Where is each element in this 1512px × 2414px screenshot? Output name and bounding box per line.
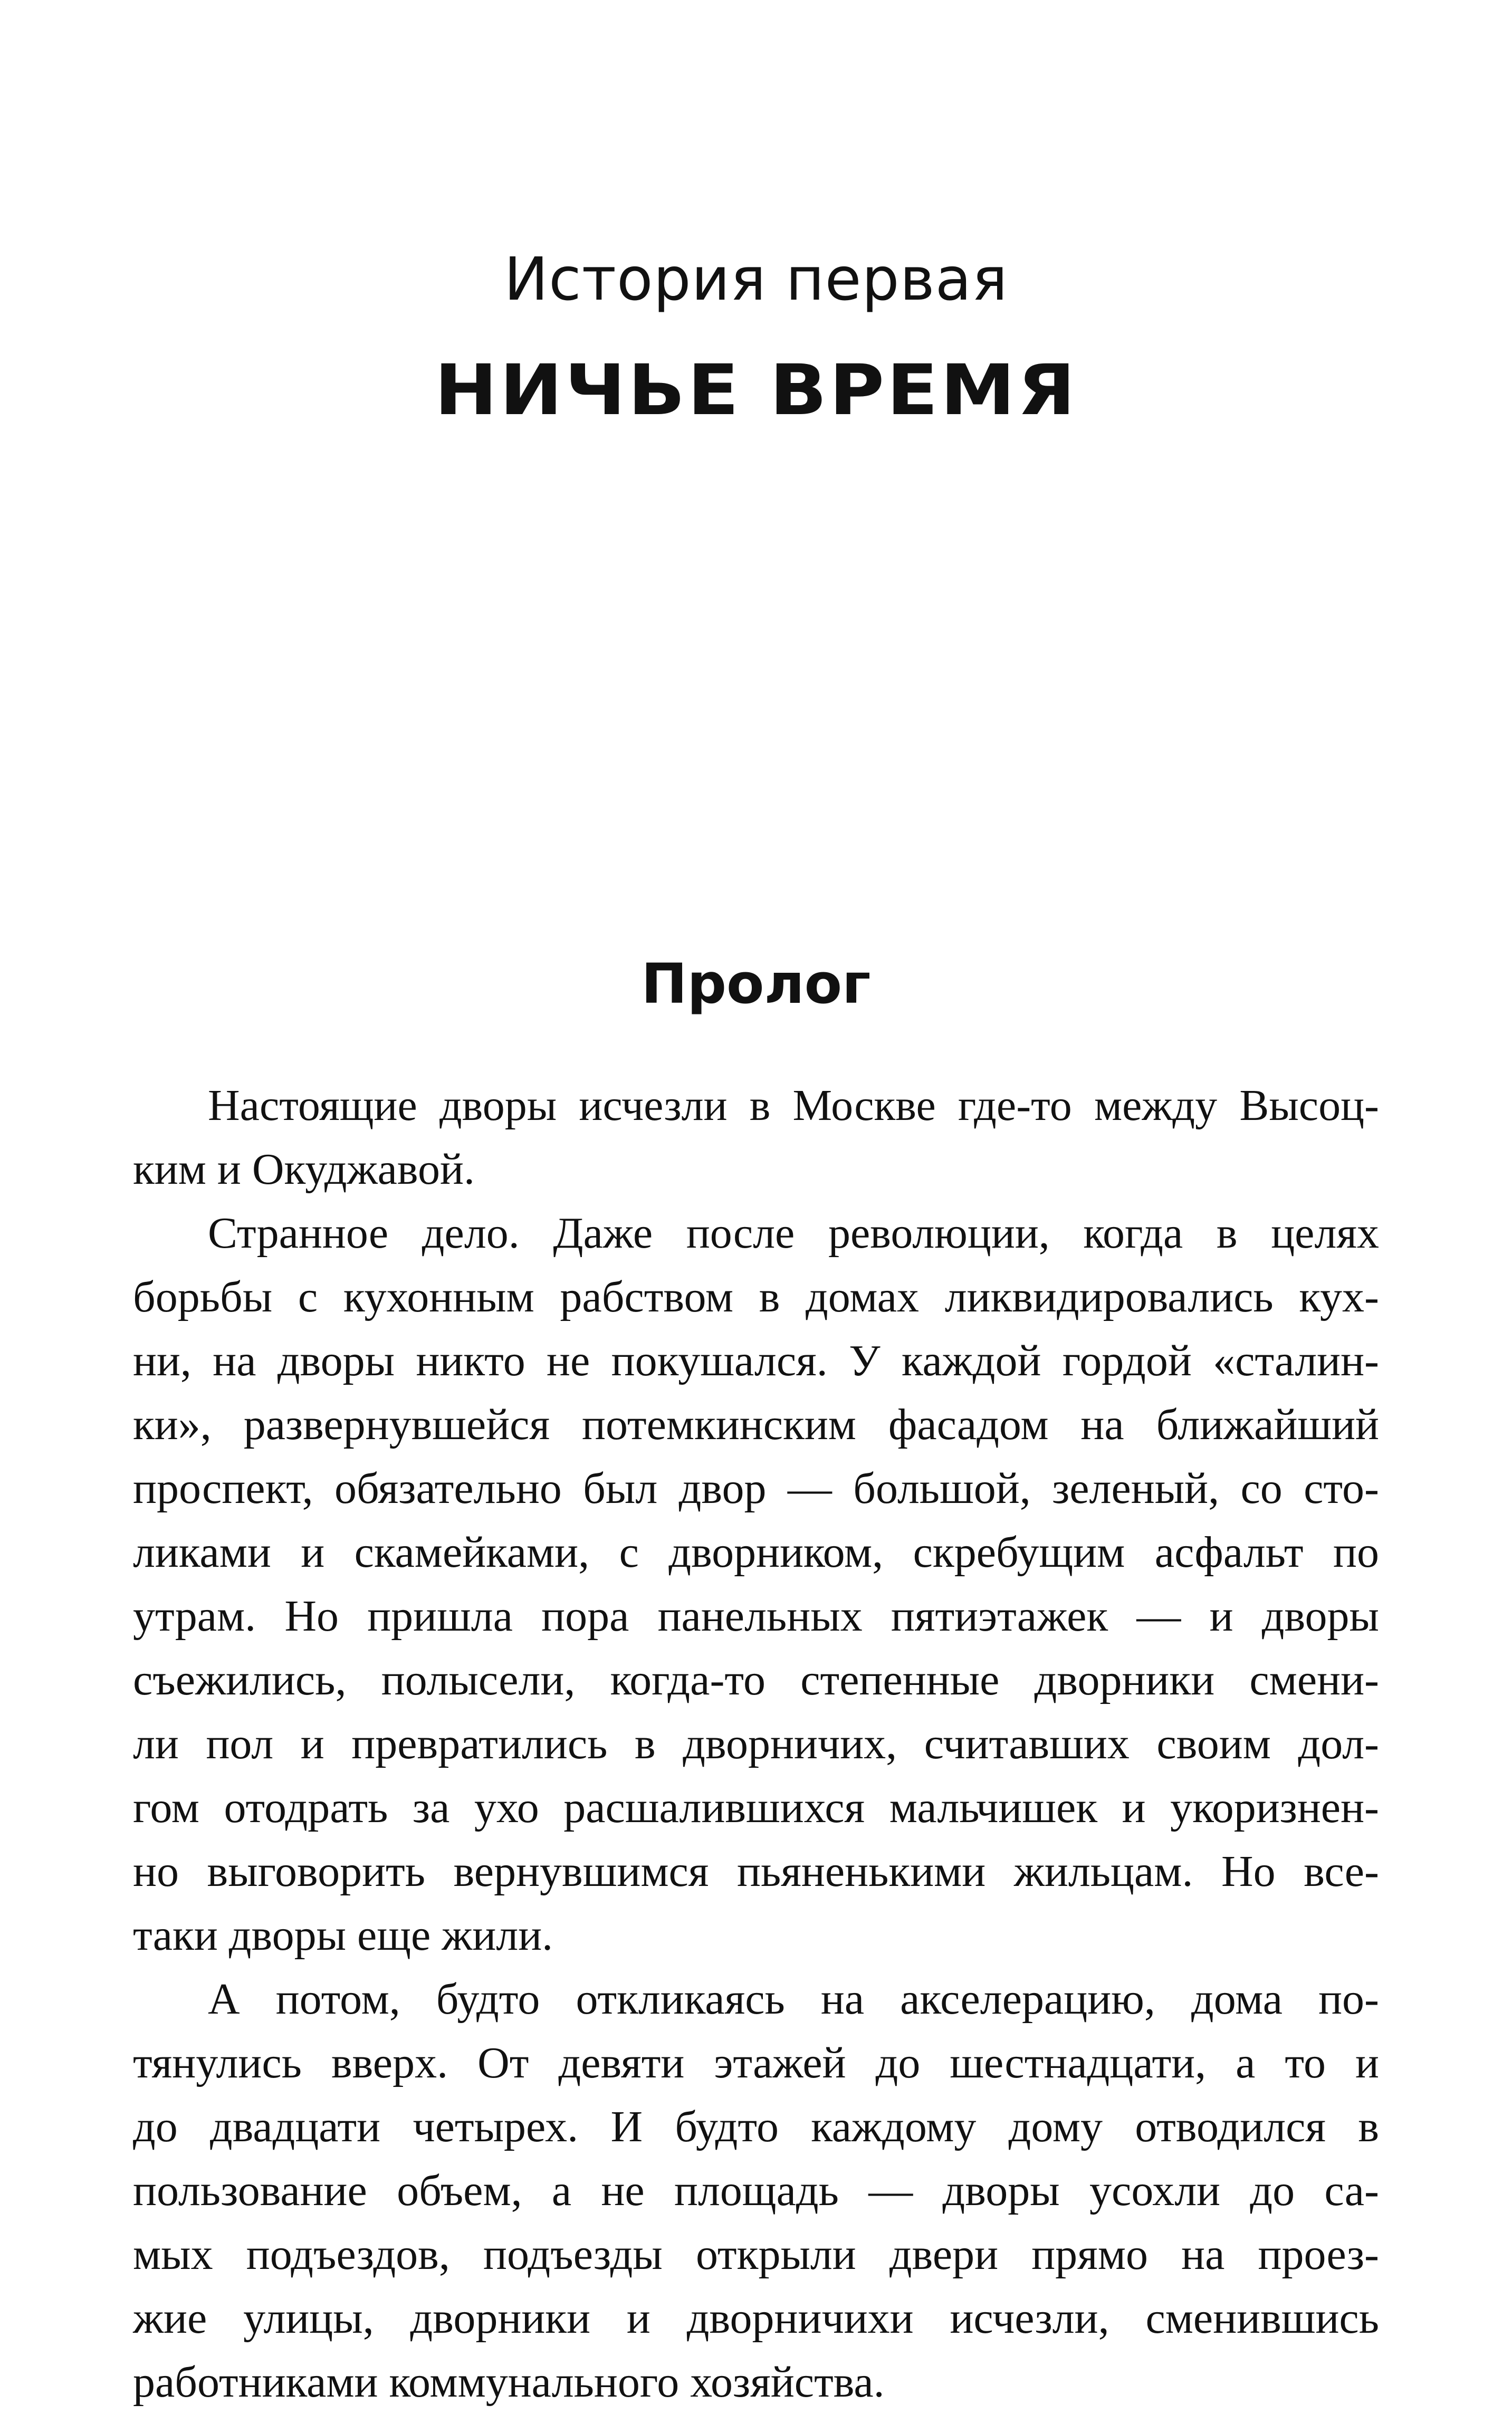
- text-line: работниками коммунального хозяйства.: [133, 2358, 885, 2407]
- chapter-title: Пролог: [641, 952, 871, 1016]
- text-line: проспект, обязательно был двор — большой, зеленый, со сто-: [133, 1464, 1379, 1513]
- text-line: ли пол и превратились в дворничих, считавших своим дол-: [133, 1719, 1379, 1768]
- text-line: гом отодрать за ухо расшалившихся мальчишек и укоризнен-: [133, 1783, 1379, 1832]
- text-line: ликами и скамейками, с дворником, скребущим асфальт по: [133, 1528, 1379, 1577]
- paragraph: [133, 1201, 1379, 1967]
- text-line: но выговорить вернувшимся пьяненькими жильцам. Но все-: [133, 1847, 1379, 1896]
- text-line: Настоящие дворы исчезли в Москве где-то между Высоц-: [208, 1081, 1379, 1130]
- text-line: съежились, полысели, когда-то степенные дворники смени-: [133, 1655, 1379, 1704]
- body-text: [133, 1074, 1379, 2414]
- paragraph: [133, 1967, 1379, 2414]
- text-line: борьбы с кухонным рабством в домах ликвидировались кух-: [133, 1272, 1379, 1321]
- text-line: тянулись вверх. От девяти этажей до шестнадцати, а то и: [133, 2038, 1379, 2087]
- text-line: таки дворы еще жили.: [133, 1911, 553, 1960]
- story-label: История первая: [504, 245, 1008, 314]
- text-line: пользование объем, а не площадь — дворы усохли до са-: [133, 2166, 1379, 2215]
- text-line: Странное дело. Даже после революции, когда в целях: [208, 1209, 1379, 1258]
- text-line: ни, на дворы никто не покушался. У каждой гордой «сталин-: [133, 1336, 1379, 1385]
- paragraph: [133, 1074, 1379, 1201]
- text-line: ким и Окуджавой.: [133, 1145, 475, 1194]
- text-line: мых подъездов, подъезды открыли двери прямо на проез-: [133, 2230, 1379, 2279]
- text-line: до двадцати четырех. И будто каждому дому отводился в: [133, 2102, 1379, 2151]
- text-line: А потом, будто откликаясь на акселерацию, дома по-: [208, 1975, 1379, 2024]
- text-line: ки», развернувшейся потемкинским фасадом на ближайший: [133, 1400, 1379, 1449]
- story-title: НИЧЬЕ ВРЕМЯ: [434, 350, 1078, 431]
- text-line: жие улицы, дворники и дворничихи исчезли, сменившись: [133, 2294, 1379, 2343]
- text-line: утрам. Но пришла пора панельных пятиэтажек — и дворы: [133, 1592, 1379, 1641]
